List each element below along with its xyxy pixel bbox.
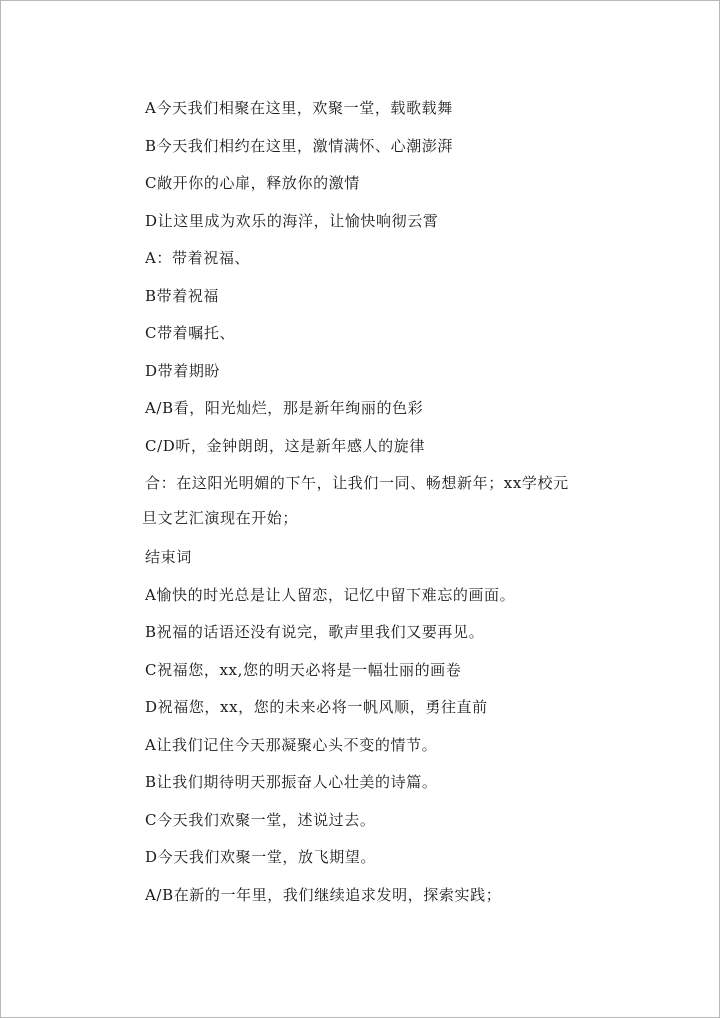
text-line: D让这里成为欢乐的海洋，让愉快响彻云霄 <box>145 211 439 230</box>
text-line: D今天我们欢聚一堂，放飞期望。 <box>145 848 377 866</box>
text-line: C祝福您，xx,您的明天必将是一幅壮丽的画卷 <box>145 660 462 679</box>
text-line: C带着嘱托、 <box>145 324 236 342</box>
text-line: C敞开你的心扉，释放你的激情 <box>145 174 360 192</box>
text-line: B今天我们相约在这里，激情满怀、心潮澎湃 <box>145 136 454 155</box>
closing-heading: 结束词 <box>145 548 192 566</box>
opening-declaration-line-2: 旦文艺汇演现在开始； <box>142 509 299 527</box>
text-line: B带着祝福 <box>145 286 220 305</box>
opening-declaration-line-1: 合：在这阳光明媚的下午，让我们一同、畅想新年；xx学校元 <box>145 474 569 492</box>
document-body <box>142 90 625 914</box>
text-line: A让我们记住今天那凝聚心头不变的情节。 <box>145 735 438 754</box>
text-line: A今天我们相聚在这里，欢聚一堂，载歌载舞 <box>145 99 453 117</box>
text-line: B让我们期待明天那振奋人心壮美的诗篇。 <box>145 773 438 791</box>
text-line: D带着期盼 <box>145 361 221 380</box>
opening-declaration-paragraph <box>142 465 625 539</box>
text-line: A愉快的时光总是让人留恋，记忆中留下难忘的画面。 <box>145 585 516 604</box>
text-line: C今天我们欢聚一堂，述说过去。 <box>145 810 376 829</box>
text-line: A/B看，阳光灿烂，那是新年绚丽的色彩 <box>145 399 424 417</box>
text-line: C/D听，金钟朗朗，这是新年感人的旋律 <box>145 436 425 455</box>
text-line: A/B在新的一年里，我们继续追求发明，探索实践； <box>145 885 502 904</box>
text-line: D祝福您，xx，您的未来必将一帆风顺，勇往直前 <box>145 698 488 716</box>
text-line: A：带着祝福、 <box>145 249 251 267</box>
text-line: B祝福的话语还没有说完，歌声里我们又要再见。 <box>145 623 485 641</box>
